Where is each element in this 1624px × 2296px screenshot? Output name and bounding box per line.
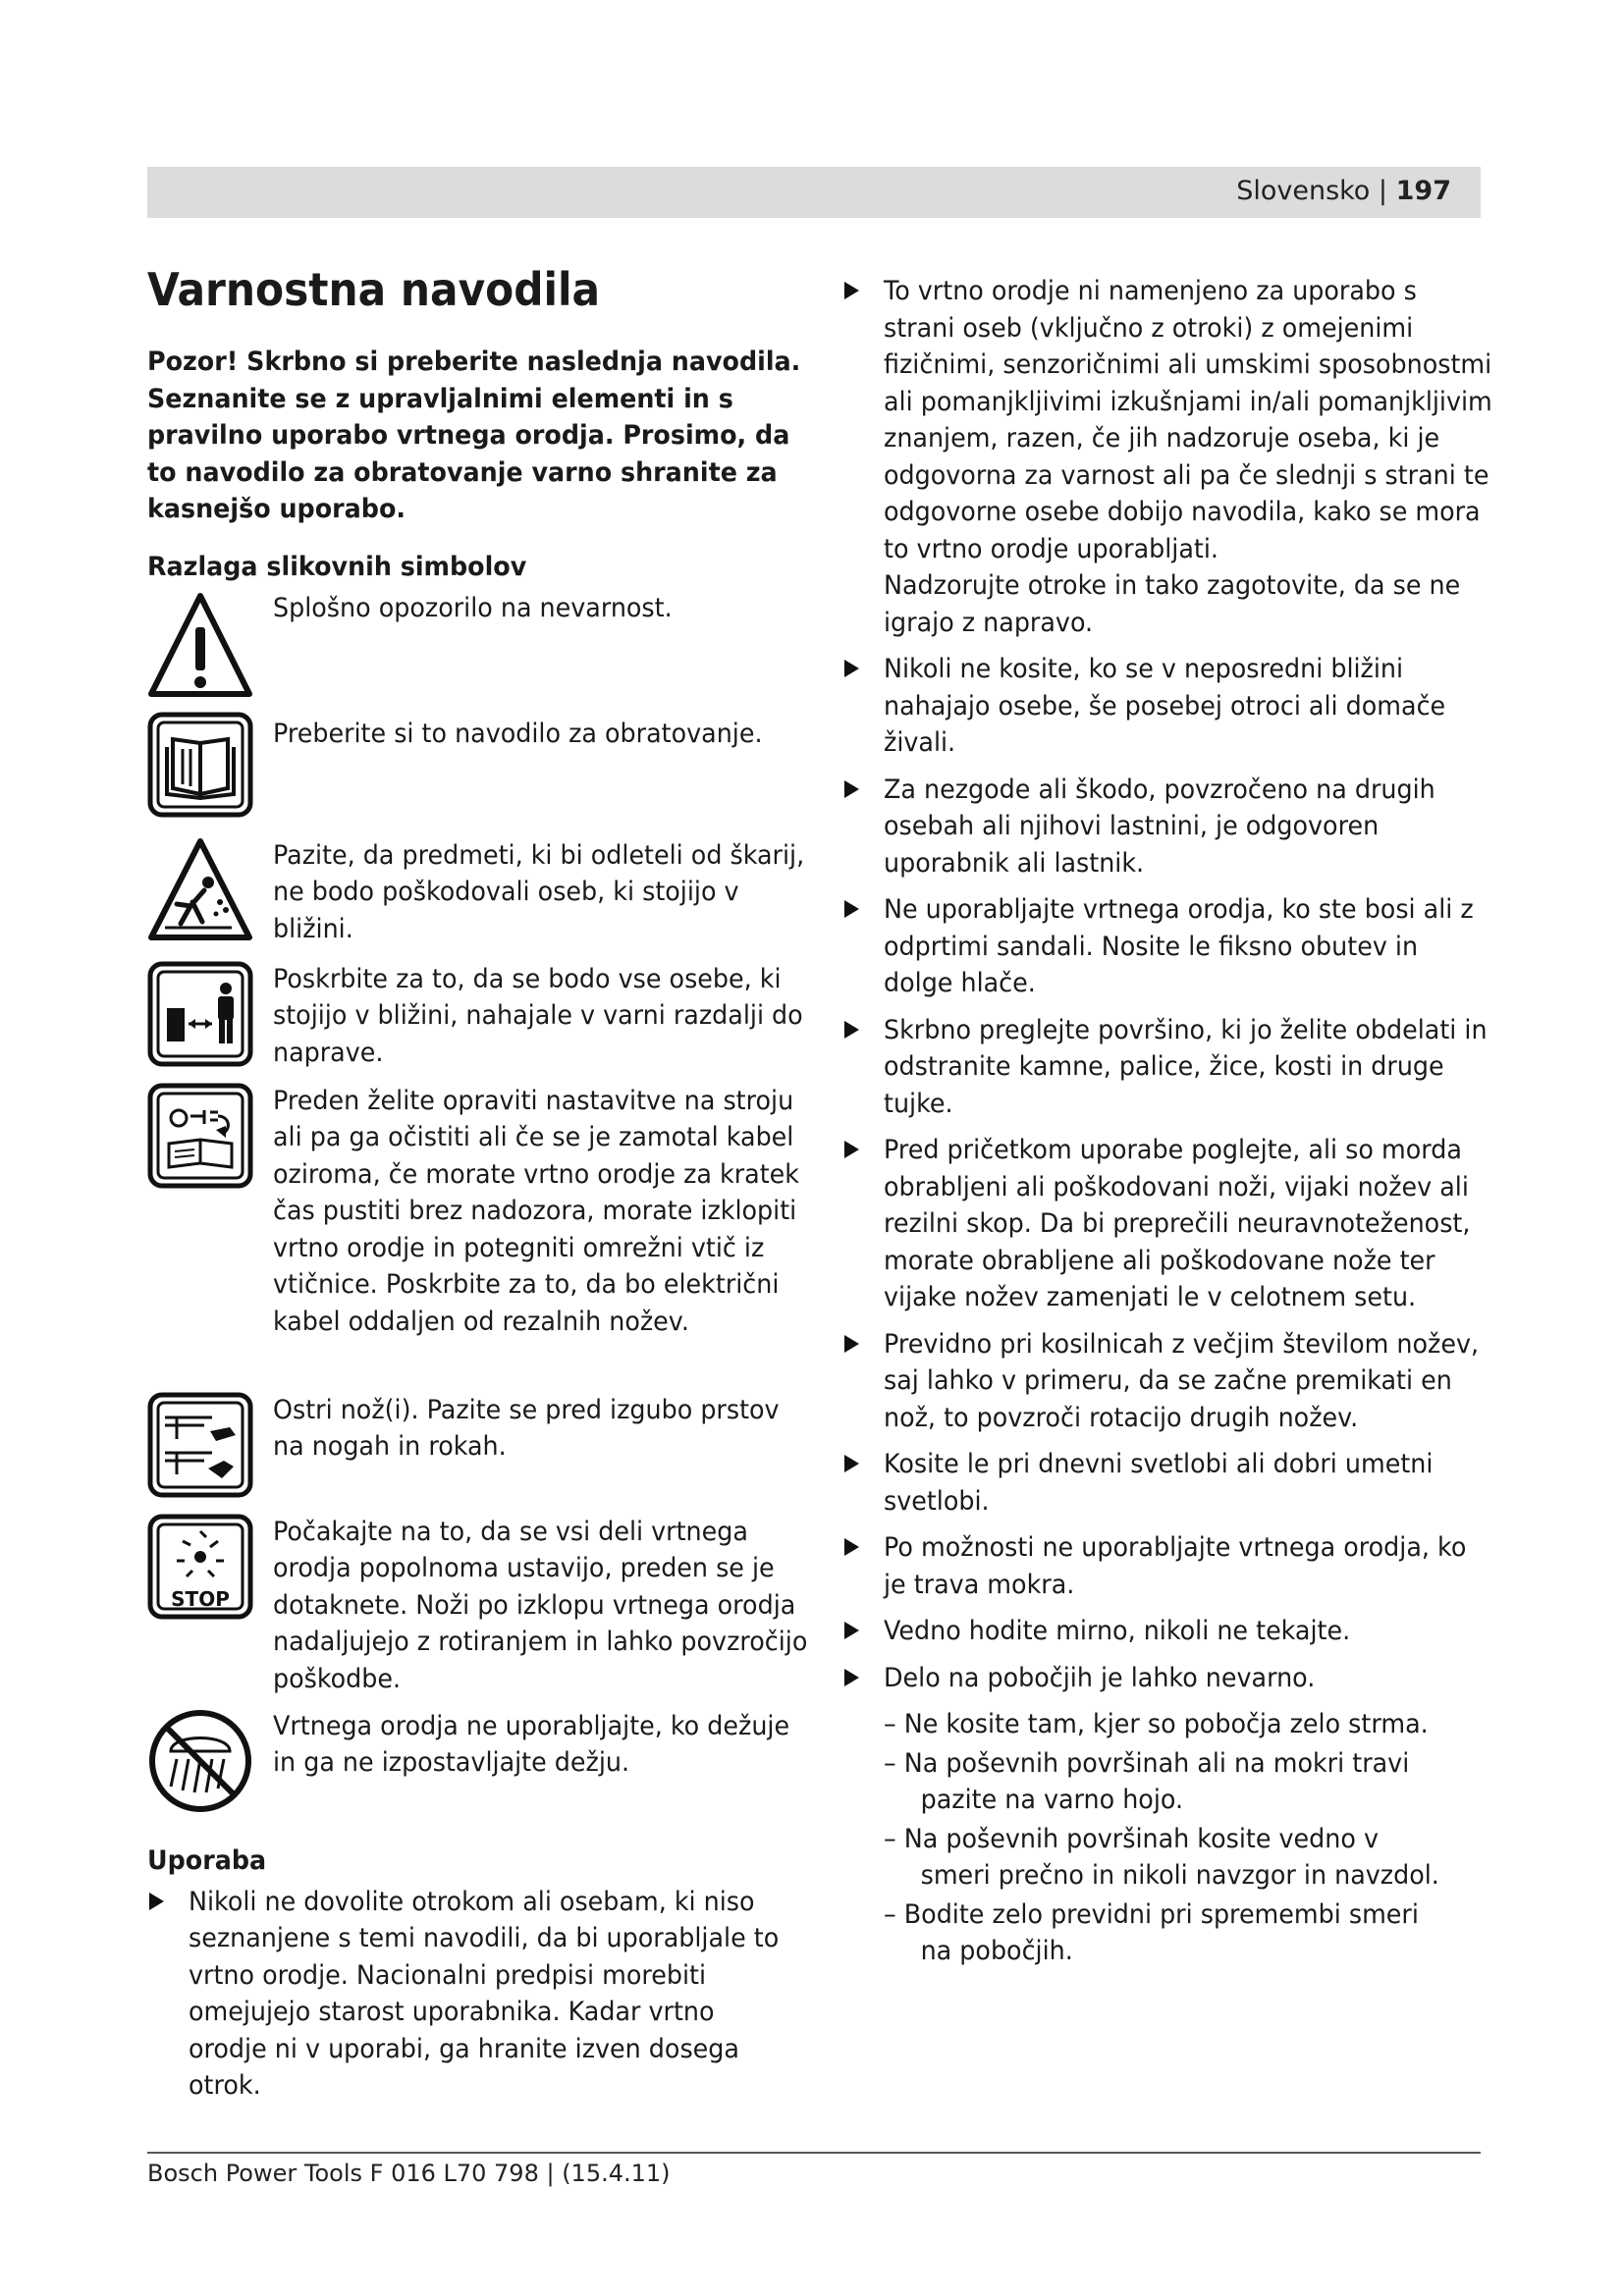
symbol-description: Preden želite opraviti nastavitve na stroju ali pa ga očistiti ali če se je zamotal kabel oziroma, če morate vrtno orodje za kratek čas pustiti brez nadozora, morate izklopiti vrtno orodje in potegniti omrežni vtič iz vtičnice. Poskrbite za to, da bo električni kabel oddaljen od rezalnih nožev. <box>273 1085 799 1337</box>
symbol-row <box>147 1708 807 1834</box>
page-number: 197 <box>1395 176 1451 206</box>
left-column <box>147 263 807 2114</box>
dash-text: – Na poševnih površinah ali na mokri travi <box>884 1747 1410 1779</box>
warning-triangle-icon <box>147 590 253 700</box>
usage-bullet-text: Nikoli ne dovolite otrokom ali osebam, ki niso seznanjene s temi navodili, da bi uporabljale to vrtno orodje. Nacionalni predpisi morebiti omejujejo starost uporabnika. Kadar vrtno orodje ni v uporabi, ga hranite izven dosega otrok. <box>189 1886 780 2101</box>
symbol-row <box>147 1083 807 1392</box>
list-item <box>842 651 1492 762</box>
symbol-description: Pazite, da predmeti, ki bi odleteli od škarij, ne bodo poškodovali oseb, ki stojijo v bližini. <box>273 839 805 944</box>
dash-text: – Ne kosite tam, kjer so pobočja zelo strma. <box>884 1709 1429 1739</box>
bullet-text: To vrtno orodje ni namenjeno za uporabo s strani oseb (vključno z otroki) z omejenimi fizičnimi, senzoričnimi ali umskimi sposobnostmi ali pomanjkljivimi izkušnjami in/ali pomanjkljivim znanjem, razen, če jih nadzoruje oseba, ki je odgovorna za varnost ali pa če slednji s strani te odgovorne osebe dobijo navodila, kako se mora to vrtno orodje uporabljati. <box>884 276 1492 564</box>
dash-text-continued: smeri prečno in nikoli navzgor in navzdol. <box>920 1860 1439 1891</box>
symbol-row <box>147 961 807 1083</box>
sub-list-item <box>842 1821 1492 1895</box>
bullet-text: Po možnosti ne uporabljajte vrtnega orodja, ko je trava mokra. <box>884 1532 1467 1600</box>
stop-label: STOP <box>171 1586 230 1611</box>
dash-text-continued: pazite na varno hojo. <box>920 1785 1184 1815</box>
symbol-description: Ostri nož(i). Pazite se pred izgubo prstov na nogah in rokah. <box>273 1394 780 1462</box>
symbol-row <box>147 837 807 961</box>
bullet-text: Pred pričetkom uporabe poglejte, ali so morda obrabljeni ali poškodovani noži, vijaki nožev ali rezilni skop. Da bi preprečili neuravnoteženost, morate obrabljene ali poškodovane nože ter vijake nožev zamenjati le v celotnem setu. <box>884 1135 1471 1312</box>
list-item <box>842 1613 1492 1650</box>
bullet-arrow-icon <box>844 1335 859 1353</box>
dash-text: – Bodite zelo previdni pri spremembi smeri <box>884 1898 1419 1930</box>
read-manual-icon <box>147 712 253 818</box>
symbol-description: Vrtnega orodja ne uporabljajte, ko dežuje in ga ne izpostavljajte dežju. <box>273 1710 790 1778</box>
bullet-text: Ne uporabljajte vrtnega orodja, ko ste bosi ali z odprtimi sandali. Nosite le fiksno obutev in dolge hlače. <box>884 894 1474 998</box>
sharp-blades-icon <box>147 1392 253 1498</box>
page-header <box>1236 176 1451 206</box>
symbol-row <box>147 1514 807 1708</box>
symbol-description: Splošno opozorilo na nevarnost. <box>273 592 673 623</box>
bullet-text: Nikoli ne kosite, ko se v neposredni bližini nahajajo osebe, še posebej otroci ali domače živali. <box>884 654 1446 758</box>
bullet-arrow-icon <box>844 1455 859 1472</box>
flying-objects-icon <box>147 837 253 943</box>
bullet-arrow-icon <box>844 1538 859 1556</box>
list-item <box>842 1326 1492 1437</box>
bullet-arrow-icon <box>844 780 859 798</box>
sub-list-item <box>842 1896 1492 1970</box>
dash-text: – Na poševnih površinah kosite vedno v <box>884 1823 1379 1854</box>
bullet-arrow-icon <box>844 1021 859 1039</box>
bullet-text: Skrbno preglejte površino, ki jo želite obdelati in odstranite kamne, palice, žice, kosti in druge tujke. <box>884 1014 1488 1119</box>
sub-list-item <box>842 1745 1492 1819</box>
bullet-arrow-icon <box>844 900 859 918</box>
dash-text-continued: na pobočjih. <box>920 1936 1073 1966</box>
stop-rotation-icon <box>147 1514 253 1620</box>
bullet-text: Vedno hodite mirno, nikoli ne tekajte. <box>884 1616 1351 1646</box>
page-title: Varnostna navodila <box>147 263 601 316</box>
list-item <box>842 1132 1492 1316</box>
list-item <box>842 1446 1492 1520</box>
list-item <box>842 1012 1492 1123</box>
bullet-text: Za nezgode ali škodo, povzročeno na drugih osebah ali njihovi lastnini, je odgovoren uporabnik ali lastnik. <box>884 774 1435 879</box>
symbol-row <box>147 716 807 837</box>
symbols-heading: Razlaga slikovnih simbolov <box>147 551 527 582</box>
symbol-description: Počakajte na to, da se vsi deli vrtnega orodja popolnoma ustavijo, preden se je dotaknete. Noži po izklopu vrtnega orodja nadaljujejo z rotiranjem in lahko povzročijo poškodbe. <box>273 1516 808 1694</box>
bullet-text: Kosite le pri dnevni svetlobi ali dobri umetni svetlobi. <box>884 1449 1434 1517</box>
symbol-description: Poskrbite za to, da se bodo vse osebe, ki stojijo v bližini, nahajale v varni razdalji do naprave. <box>273 963 803 1068</box>
header-separator: | <box>1378 176 1388 206</box>
header-language: Slovensko <box>1236 176 1371 206</box>
list-item <box>842 891 1492 1002</box>
header-band <box>147 167 1481 218</box>
symbol-row <box>147 1392 807 1514</box>
symbol-row <box>147 590 807 716</box>
list-item <box>842 273 1492 641</box>
list-item <box>842 1529 1492 1603</box>
list-item <box>147 1884 807 2105</box>
keep-distance-icon <box>147 961 253 1067</box>
page-footer: Bosch Power Tools F 016 L70 798 | (15.4.11) <box>147 2160 671 2187</box>
bullet-arrow-icon <box>844 1622 859 1639</box>
list-item <box>842 1660 1492 1697</box>
bullet-text: Previdno pri kosilnicah z večjim številom nožev, saj lahko v primeru, da se začne premikati en nož, to povzroči rotacijo drugih nožev. <box>884 1328 1480 1433</box>
bullet-arrow-icon <box>844 1669 859 1686</box>
no-rain-icon <box>147 1708 253 1814</box>
bullet-arrow-icon <box>149 1893 164 1910</box>
intro-warning: Pozor! Skrbno si preberite naslednja navodila. Seznanite se z upravljalnimi elementi in s pravilno uporabo vrtnega orodja. Prosimo, da to navodilo za obratovanje varno shranite za kasnejšo uporabo. <box>147 347 801 524</box>
list-item <box>842 772 1492 882</box>
right-column <box>842 273 1492 1972</box>
footer-divider <box>147 2152 1481 2154</box>
unplug-icon <box>147 1083 253 1189</box>
sub-list-item <box>842 1706 1492 1743</box>
bullet-arrow-icon <box>844 282 859 299</box>
symbol-description: Preberite si to navodilo za obratovanje. <box>273 718 763 749</box>
usage-heading: Uporaba <box>147 1844 267 1876</box>
bullet-note: Nadzorujte otroke in tako zagotovite, da se ne igrajo z napravo. <box>884 570 1461 638</box>
bullet-arrow-icon <box>844 1141 859 1158</box>
bullet-arrow-icon <box>844 660 859 677</box>
bullet-text: Delo na pobočjih je lahko nevarno. <box>884 1662 1316 1693</box>
